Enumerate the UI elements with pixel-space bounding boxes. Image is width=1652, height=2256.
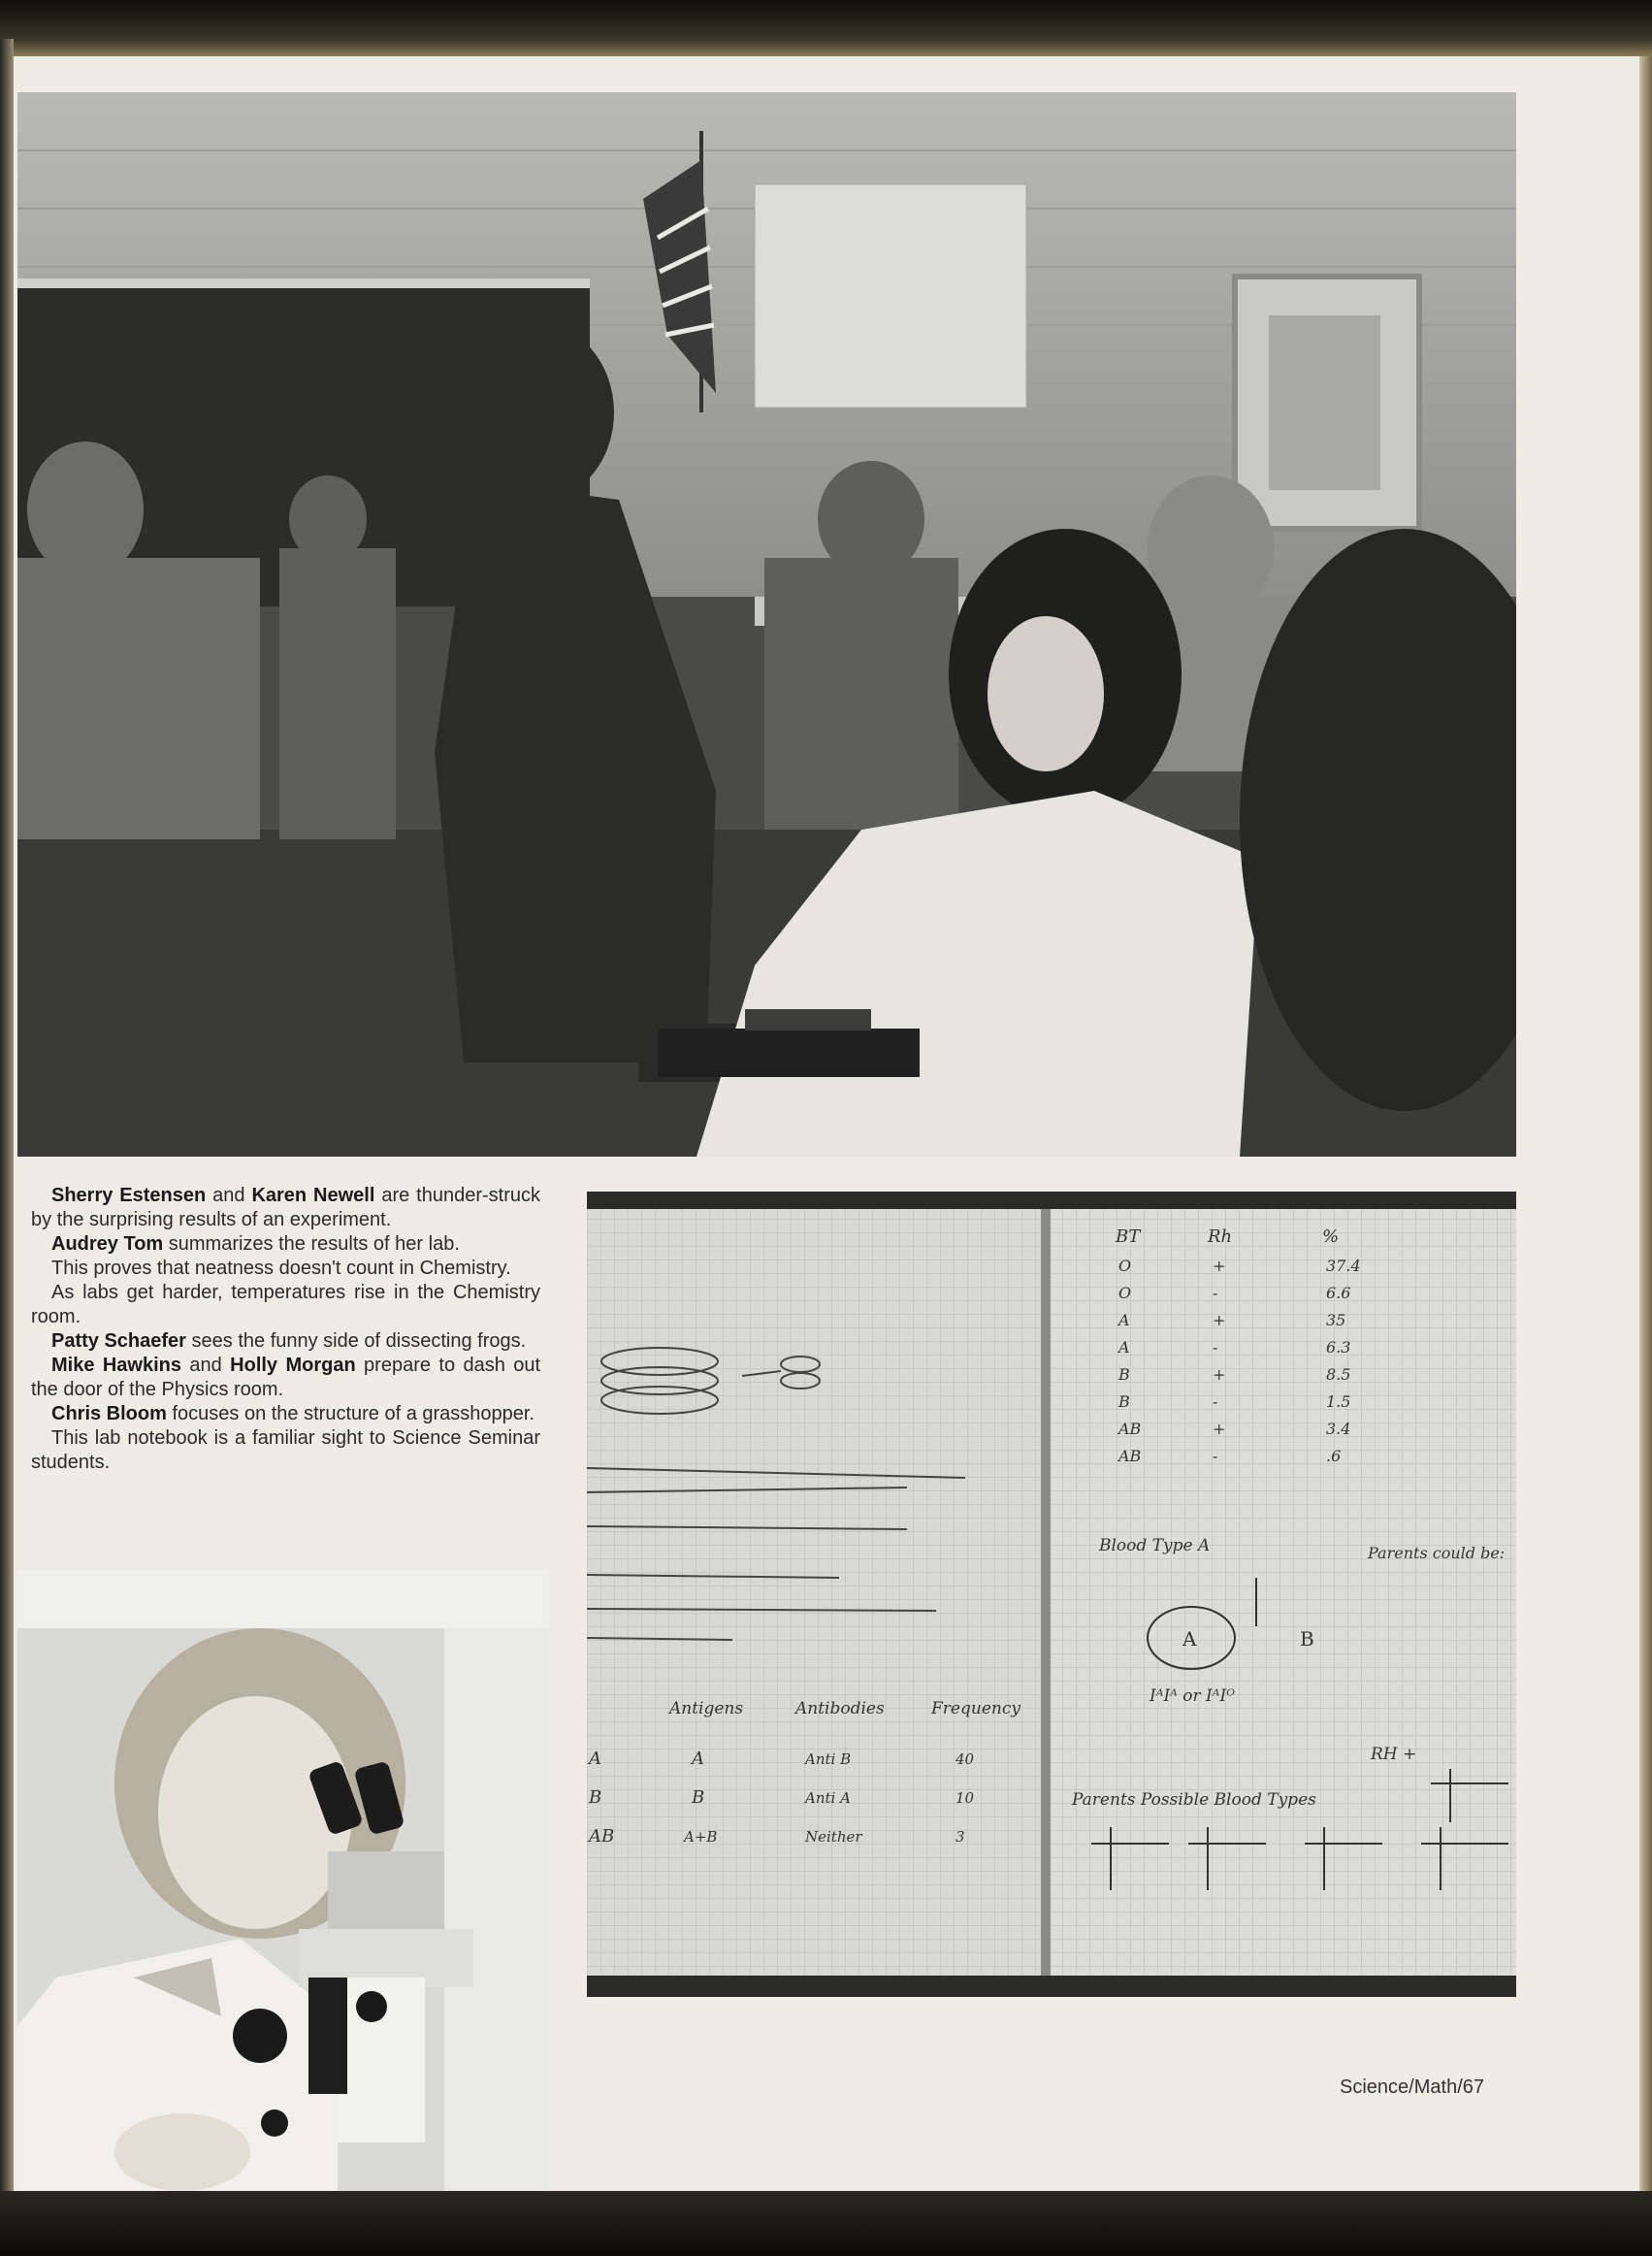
nb-right-cell: + xyxy=(1213,1311,1226,1329)
nb-right-cell: 6.6 xyxy=(1326,1284,1351,1302)
nb-right-cell: - xyxy=(1213,1392,1218,1411)
classroom-photo xyxy=(17,92,1516,1157)
svg-text:40: 40 xyxy=(956,1750,975,1768)
svg-text:A: A xyxy=(589,1749,601,1769)
lab-notebook-photo xyxy=(587,1192,1516,1997)
svg-text:B: B xyxy=(1300,1627,1314,1651)
nb-right-cell: - xyxy=(1213,1447,1218,1465)
svg-text:A: A xyxy=(692,1749,704,1769)
svg-text:Anti B: Anti B xyxy=(805,1750,852,1768)
nb-blood-type-a: Blood Type A xyxy=(1099,1536,1211,1555)
nb-header-antibodies: Antibodies xyxy=(795,1699,885,1718)
nb-right-cell: B xyxy=(1118,1365,1130,1384)
caption-5: Patty Schaefer sees the funny side of dissecting frogs. xyxy=(51,1330,527,1352)
nb-right-cell: - xyxy=(1213,1338,1218,1357)
nb-right-cell: AB xyxy=(1118,1447,1142,1465)
photo-captions xyxy=(31,1184,540,1475)
nb-header-pct: % xyxy=(1322,1226,1340,1247)
caption-7: Chris Bloom focuses on the structure of a grasshopper. xyxy=(51,1403,535,1424)
microscope-photo xyxy=(17,1570,549,2191)
nb-right-cell: B xyxy=(1118,1392,1130,1411)
nb-right-cell: - xyxy=(1213,1284,1218,1302)
nb-right-cell: O xyxy=(1118,1284,1132,1302)
nb-genotype: IᴬIᴬ or IᴬIᴼ xyxy=(1150,1686,1235,1706)
caption-2: Audrey Tom summarizes the results of her lab. xyxy=(51,1233,460,1255)
nb-right-cell: 6.3 xyxy=(1326,1338,1351,1357)
svg-text:3: 3 xyxy=(956,1828,965,1846)
nb-header-bt: BT xyxy=(1116,1226,1141,1247)
nb-right-cell: A xyxy=(1118,1338,1130,1357)
nb-right-cell: 35 xyxy=(1326,1311,1346,1329)
nb-right-cell: A xyxy=(1118,1311,1130,1329)
nb-right-cell: 8.5 xyxy=(1326,1365,1351,1384)
page-left-edge xyxy=(0,39,14,2212)
svg-text:Anti A: Anti A xyxy=(805,1789,851,1807)
caption-8: This lab notebook is a familiar sight to Science Seminar students. xyxy=(31,1427,540,1473)
svg-text:AB: AB xyxy=(589,1826,615,1847)
nb-header-antigens: Antigens xyxy=(669,1699,744,1718)
svg-text:Neither: Neither xyxy=(805,1828,862,1846)
nb-parents-header: Parents Possible Blood Types xyxy=(1072,1790,1316,1810)
caption-1: Sherry Estensen and Karen Newell are thunder-struck by the surprising results of an experiment. xyxy=(31,1185,541,1230)
nb-right-cell: 1.5 xyxy=(1326,1392,1351,1411)
svg-text:A: A xyxy=(1182,1627,1197,1651)
nb-header-rh: Rh xyxy=(1208,1226,1233,1247)
nb-right-cell: + xyxy=(1213,1420,1226,1438)
nb-right-cell: O xyxy=(1118,1257,1132,1275)
nb-right-cell: 37.4 xyxy=(1326,1257,1361,1275)
caption-6: Mike Hawkins and Holly Morgan prepare to dash out the door of the Physics room. xyxy=(31,1355,541,1400)
svg-text:A+B: A+B xyxy=(684,1828,718,1846)
caption-3: This proves that neatness doesn't count in Chemistry. xyxy=(51,1258,511,1279)
svg-text:B: B xyxy=(589,1787,602,1808)
nb-rh-label: RH + xyxy=(1371,1745,1417,1764)
svg-text:10: 10 xyxy=(956,1789,975,1807)
nb-right-cell: .6 xyxy=(1326,1447,1342,1465)
nb-right-cell: + xyxy=(1213,1257,1226,1275)
page-bottom-edge xyxy=(0,2191,1652,2256)
nb-parents-label: Parents could be: xyxy=(1368,1544,1506,1562)
nb-right-cell: AB xyxy=(1118,1420,1142,1438)
page-folio: Science/Math/67 xyxy=(1340,2076,1484,2098)
svg-text:B: B xyxy=(692,1787,705,1808)
page-top-edge xyxy=(0,0,1652,56)
nb-right-cell: + xyxy=(1213,1365,1226,1384)
nb-right-cell: 3.4 xyxy=(1326,1420,1351,1438)
nb-header-frequency: Frequency xyxy=(931,1699,1020,1718)
caption-4: As labs get harder, temperatures rise in the Chemistry room. xyxy=(31,1282,540,1327)
page-right-edge xyxy=(1639,56,1652,2191)
